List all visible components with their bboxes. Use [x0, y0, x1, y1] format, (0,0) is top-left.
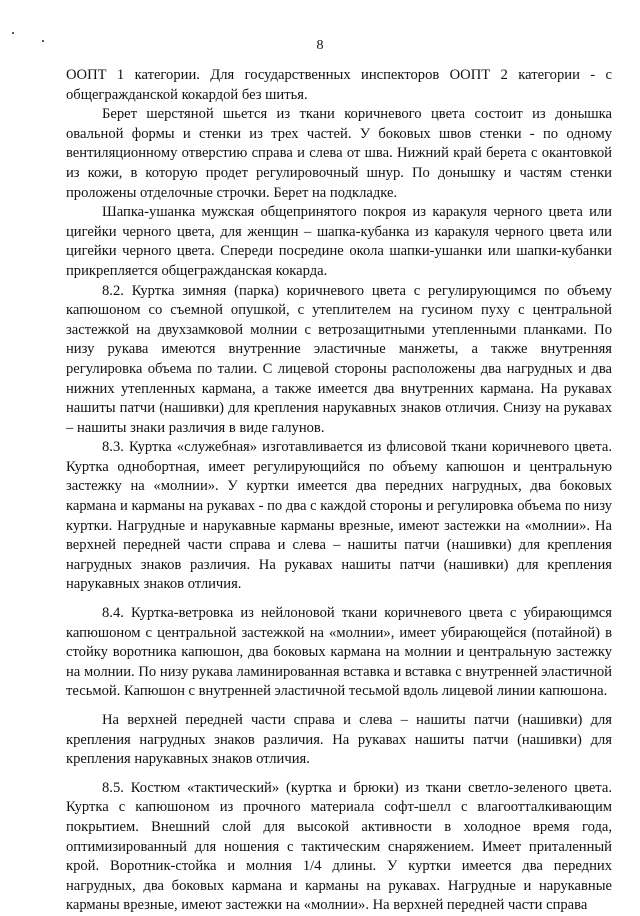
paragraph-patches: На верхней передней части справа и слева – нашиты патчи (нашивки) для крепления нагрудных знаков различия. На рукавах нашиты патчи (нашивки) для крепления нарукавных знаков отличия. — [66, 712, 612, 768]
paragraph-section-8-2: 8.2. Куртка зимняя (парка) коричневого цвета с регулирующимся по объему капюшоном со съемной опушкой, с утеплителем на гусином пуху с центральной застежкой на двухзамковой молнии с ветрозащитными утепленными планками. По низу рукава имеются внутренние эластичные манжеты, а также внутренняя регулировка объема по талии. С лицевой стороны расположены два нагрудных и два нижних утепленных кармана, а также имеется два внутренних кармана. На рукавах нашиты патчи (нашивки) для крепления нарукавных знаков отличия. Снизу на рукавах – нашиты знаки различия в виде галунов. — [66, 282, 612, 436]
scan-speck — [12, 32, 14, 34]
paragraph-section-8-4: 8.4. Куртка-ветровка из нейлоновой ткани коричневого цвета с убирающимся капюшоном с центральной застежкой на «молнии», имеет убирающейся (потайной) в стойку воротника капюшон, два боковых кармана на молнии и центральную застежку на молнии. По низу рукава ламинированная вставка и вставка с внутренней эластичной тесьмой. Капюшон с внутренней эластичной тесьмой вдоль лицевой линии капюшона. — [66, 605, 612, 700]
paragraph-ushanka: Шапка-ушанка мужская общепринятого покроя из каракуля черного цвета или цигейки черного цвета, для женщин – шапка-кубанка из каракуля черного цвета или цигейки черного цвета. Спереди посредине окола шапки-ушанки или шапки-кубанки прикрепляется общегражданская кокарда. — [66, 204, 612, 279]
paragraph-section-8-3: 8.3. Куртка «служебная» изготавливается из флисовой ткани коричневого цвета. Куртка однобортная, имеет регулирующийся по объему капюшон и центральную застежку на «молнии». У куртки имеется два передних нагрудных, два боковых кармана и карманы на рукавах - по два с каждой стороны и регулировка объема по низу куртки. Нагрудные и нарукавные карманы врезные, имеют застежки на «молнии». На верхней передней части справа и слева – нашиты патчи (нашивки) для крепления нагрудных знаков различия. На рукавах нашиты патчи (нашивки) для крепления нарукавных знаков отличия. — [66, 439, 612, 593]
paragraph-beret: Берет шерстяной шьется из ткани коричневого цвета состоит из донышка овальной формы и стенки из трех частей. У боковых швов стенки - по одному вентиляционному отверстию справа и слева от шва. Нижний край берета с окантовкой из кожи, в которую продет регулировочный шнур. По донышку и частям стенки проложены отделочные строчки. Берет на подкладке. — [66, 106, 612, 201]
paragraph-continuation: ООПТ 1 категории. Для государственных инспекторов ООПТ 2 категории - с общегражданской кокардой без шитья. — [66, 67, 612, 103]
paragraph-section-8-5: 8.5. Костюм «тактический» (куртка и брюки) из ткани светло-зеленого цвета. Куртка с капюшоном из прочного материала софт-шелл с влагоотталкивающим покрытием. Внешний слой для высокой активности в холодное время года, оптимизированный для ношения с тактическим снаряжением. Имеет приталенный крой. Воротник-стойка и молния 1/4 длины. У куртки имеется два передних нагрудных, два боковых кармана и карманы на рукавах. Нагрудные и нарукавные карманы врезные, имеют застежки на «молнии». На верхней передней части справа — [66, 779, 612, 914]
page-number: 8 — [316, 38, 324, 53]
document-body — [66, 66, 612, 916]
